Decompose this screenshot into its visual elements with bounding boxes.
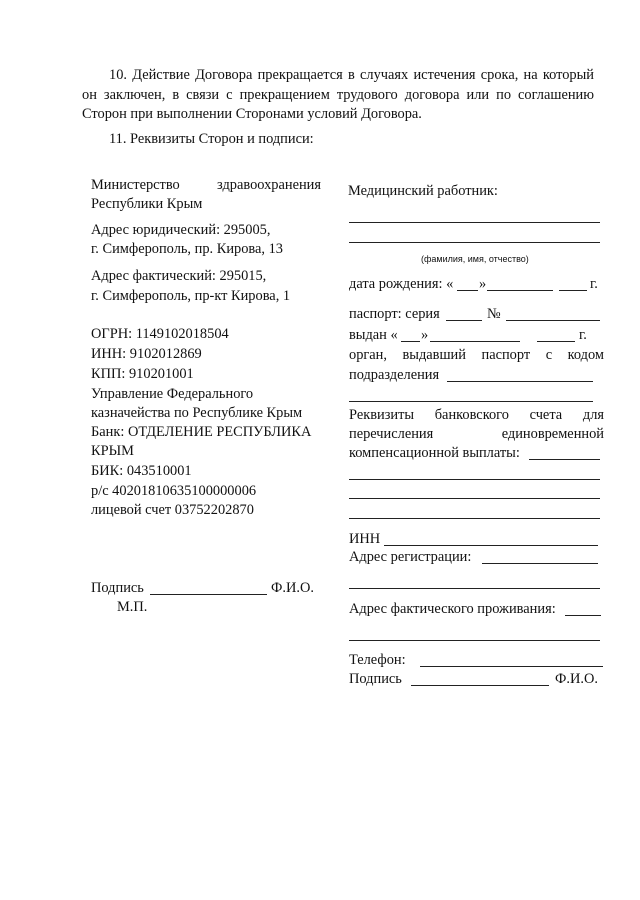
- bank-details-line-4: [349, 518, 600, 519]
- clause-10-line-2: он заключен, в связи с прекращением трудового договора или по соглашению: [82, 87, 594, 103]
- name-line-2: [349, 242, 600, 243]
- actual-address-label: Адрес фактический: 295015,: [91, 268, 267, 284]
- issuer-code-line: [447, 381, 593, 382]
- personal-account: лицевой счет 03752202870: [91, 502, 254, 518]
- inn: ИНН: 9102012869: [91, 346, 202, 362]
- ogrn: ОГРН: 1149102018504: [91, 326, 229, 342]
- treasury-line-2: казначейства по Республике Крым: [91, 405, 303, 421]
- issued-label: выдан «: [349, 327, 398, 343]
- passport-series-label: паспорт: серия: [349, 306, 440, 322]
- name-caption: (фамилия, имя, отчество): [421, 254, 529, 264]
- bank-details-line-2: [349, 479, 600, 480]
- actual-address-value: г. Симферополь, пр-кт Кирова, 1: [91, 288, 291, 304]
- issuer-extra-line: [349, 401, 593, 402]
- registration-address-label: Адрес регистрации:: [349, 549, 472, 565]
- settlement-account: р/с 40201810635100000006: [91, 483, 257, 499]
- employer-fio-label: Ф.И.О.: [271, 580, 314, 596]
- worker-signature-line: [411, 685, 549, 686]
- phone-label: Телефон:: [349, 652, 406, 668]
- passport-number-sign: №: [487, 306, 501, 322]
- legal-address-label: Адрес юридический: 295005,: [91, 222, 271, 238]
- worker-bank-line-1: Реквизиты банковского счета для: [349, 407, 604, 423]
- worker-inn-label: ИНН: [349, 531, 381, 547]
- issued-year-line: [537, 341, 575, 342]
- birth-date-quote: »: [479, 276, 487, 292]
- birth-year-line: [559, 290, 587, 291]
- birth-month-line: [487, 290, 553, 291]
- worker-signature-label: Подпись: [349, 671, 402, 687]
- employer-name-line-1: Министерство здравоохранения: [91, 177, 321, 193]
- registration-address-line-1: [482, 563, 598, 564]
- bik: БИК: 043510001: [91, 463, 192, 479]
- residence-address-label: Адрес фактического проживания:: [349, 601, 556, 617]
- worker-bank-line-3: компенсационной выплаты:: [349, 445, 520, 461]
- bank-line-2: КРЫМ: [91, 443, 134, 459]
- kpp: КПП: 910201001: [91, 366, 194, 382]
- issuer-line-2: подразделения: [349, 367, 440, 383]
- bank-details-line-3: [349, 498, 600, 499]
- birth-date-label: дата рождения: «: [349, 276, 454, 292]
- worker-fio-label: Ф.И.О.: [555, 671, 598, 687]
- worker-title: Медицинский работник:: [348, 183, 498, 199]
- phone-line: [420, 666, 603, 667]
- employer-name-line-2: Республики Крым: [91, 196, 203, 212]
- name-line-1: [349, 222, 600, 223]
- residence-address-line-1: [565, 615, 601, 616]
- worker-inn-line: [384, 545, 598, 546]
- bank-line-1: Банк: ОТДЕЛЕНИЕ РЕСПУБЛИКА: [91, 424, 312, 440]
- passport-series-line: [446, 320, 482, 321]
- passport-number-line: [506, 320, 600, 321]
- employer-signature-label: Подпись: [91, 580, 144, 596]
- birth-year-suffix: г.: [590, 276, 598, 292]
- worker-bank-line-2: перечисления единовременной: [349, 426, 604, 442]
- stamp-label: М.П.: [117, 599, 148, 615]
- issued-quote: »: [421, 327, 429, 343]
- registration-address-line-2: [349, 588, 600, 589]
- issued-month-line: [430, 341, 520, 342]
- clause-11-heading: 11. Реквизиты Сторон и подписи:: [109, 131, 314, 147]
- issued-year-suffix: г.: [579, 327, 587, 343]
- bank-details-line-1: [529, 459, 600, 460]
- legal-address-value: г. Симферополь, пр. Кирова, 13: [91, 241, 283, 257]
- residence-address-line-2: [349, 640, 600, 641]
- issued-day-line: [401, 341, 420, 342]
- clause-10-line-3: Сторон при выполнении Сторонами условий Договора.: [82, 106, 422, 122]
- issuer-line-1: орган, выдавший паспорт с кодом: [349, 347, 604, 363]
- clause-10-line-1: 10. Действие Договора прекращается в случаях истечения срока, на который: [109, 67, 594, 83]
- birth-day-line: [457, 290, 478, 291]
- employer-signature-line: [150, 594, 267, 595]
- treasury-line-1: Управление Федерального: [91, 386, 254, 402]
